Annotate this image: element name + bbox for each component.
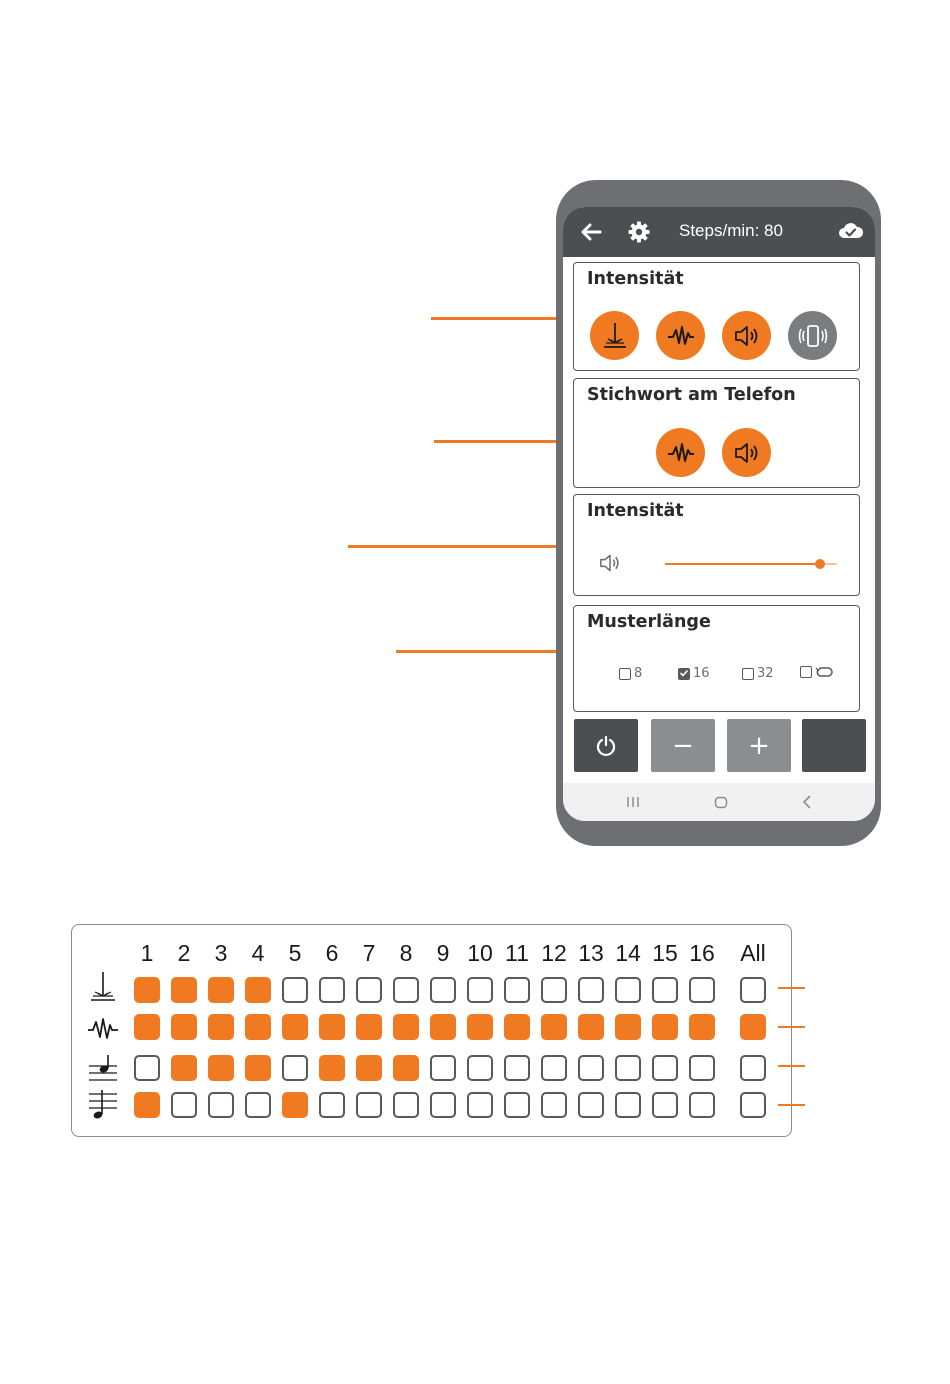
back-nav-icon[interactable]: [802, 795, 812, 809]
row-callout-line: [778, 987, 805, 989]
step-cell[interactable]: [615, 1092, 641, 1118]
column-label-1: 1: [140, 940, 154, 966]
column-label-8: 8: [399, 940, 413, 966]
step-cell[interactable]: [245, 977, 271, 1003]
step-cell[interactable]: [689, 1092, 715, 1118]
column-label-12: 12: [541, 940, 567, 966]
step-cell[interactable]: [393, 1014, 419, 1040]
volume-slider-fill: [665, 563, 820, 565]
step-cell[interactable]: [504, 1092, 530, 1118]
intensity-card: [573, 262, 860, 371]
step-cell[interactable]: [504, 977, 530, 1003]
step-cell[interactable]: [393, 1055, 419, 1081]
phone-cue-card: [573, 378, 860, 488]
step-cell[interactable]: [467, 977, 493, 1003]
volume-card-title: Intensität: [587, 501, 684, 521]
haptic-strike-button[interactable]: [590, 311, 639, 360]
step-cell[interactable]: [689, 1055, 715, 1081]
column-label-10: 10: [467, 940, 493, 966]
minus-button[interactable]: [651, 719, 715, 772]
step-cell[interactable]: [208, 977, 234, 1003]
step-cell[interactable]: [615, 1014, 641, 1040]
pattern-length-option-32[interactable]: [742, 666, 774, 681]
step-cell[interactable]: [282, 1092, 308, 1118]
step-cell[interactable]: [578, 1014, 604, 1040]
speaker-icon: [733, 441, 761, 465]
step-cell[interactable]: [430, 1092, 456, 1118]
callout-line-volume: [348, 545, 588, 548]
low-note-icon: [87, 1088, 119, 1122]
checkbox[interactable]: [742, 668, 754, 680]
column-label-14: 14: [615, 940, 641, 966]
android-navbar: [563, 783, 875, 821]
gear-icon[interactable]: [627, 220, 651, 248]
column-label-all: All: [740, 940, 766, 966]
option-label: 16: [693, 666, 710, 681]
column-label-9: 9: [436, 940, 450, 966]
step-cell[interactable]: [541, 1055, 567, 1081]
step-cell[interactable]: [319, 1055, 345, 1081]
step-cell[interactable]: [504, 1014, 530, 1040]
pattern-length-card: [573, 605, 860, 712]
vibration-wave-icon: [666, 324, 696, 348]
column-label-11: 11: [505, 940, 529, 966]
recent-apps-icon[interactable]: [626, 796, 640, 808]
haptic-strike-icon: [601, 321, 629, 351]
haptic-strike-icon: [87, 970, 119, 1004]
step-cell[interactable]: [652, 1092, 678, 1118]
step-cell[interactable]: [134, 1092, 160, 1118]
column-label-4: 4: [251, 940, 265, 966]
step-cell[interactable]: [541, 1092, 567, 1118]
phone-screen: [563, 207, 875, 821]
pattern-length-card-title: Musterlänge: [587, 612, 711, 632]
loop-icon: [815, 666, 833, 678]
step-cell[interactable]: [652, 1055, 678, 1081]
step-cell[interactable]: [356, 1092, 382, 1118]
all-toggle-cell[interactable]: [740, 977, 766, 1003]
step-cell[interactable]: [356, 1014, 382, 1040]
step-cell[interactable]: [652, 1014, 678, 1040]
step-cell[interactable]: [319, 1092, 345, 1118]
step-cell[interactable]: [430, 1055, 456, 1081]
check-icon: [678, 667, 690, 679]
step-cell[interactable]: [356, 1055, 382, 1081]
all-toggle-cell[interactable]: [740, 1092, 766, 1118]
checkbox[interactable]: [619, 668, 631, 680]
column-label-6: 6: [325, 940, 339, 966]
column-label-16: 16: [689, 940, 715, 966]
intensity-card-title: Intensität: [587, 269, 684, 289]
step-cell[interactable]: [282, 1055, 308, 1081]
step-cell[interactable]: [171, 1055, 197, 1081]
plus-label: +: [748, 730, 770, 761]
phone-vibrate-icon: [798, 323, 828, 349]
step-cell[interactable]: [245, 1014, 271, 1040]
step-cell[interactable]: [467, 1055, 493, 1081]
column-label-13: 13: [578, 940, 604, 966]
app-topbar: [563, 207, 875, 257]
speaker-icon: [598, 553, 622, 577]
step-cell[interactable]: [282, 977, 308, 1003]
high-note-icon: [87, 1052, 119, 1086]
blank-button[interactable]: [802, 719, 866, 772]
arrow-left-icon[interactable]: [579, 220, 603, 248]
step-cell[interactable]: [578, 977, 604, 1003]
step-cell[interactable]: [208, 1092, 234, 1118]
column-label-2: 2: [177, 940, 191, 966]
pattern-length-option-loop[interactable]: [800, 666, 833, 678]
step-cell[interactable]: [356, 977, 382, 1003]
step-cell[interactable]: [541, 977, 567, 1003]
step-cell[interactable]: [208, 1014, 234, 1040]
step-cell[interactable]: [245, 1092, 271, 1118]
home-icon[interactable]: [714, 796, 728, 809]
step-cell[interactable]: [430, 977, 456, 1003]
step-cell[interactable]: [393, 977, 419, 1003]
plus-button[interactable]: [727, 719, 791, 772]
volume-slider[interactable]: [665, 558, 837, 570]
row-callout-line: [778, 1065, 805, 1067]
step-cell[interactable]: [319, 1014, 345, 1040]
step-cell[interactable]: [319, 977, 345, 1003]
volume-card: [573, 494, 860, 596]
column-label-3: 3: [214, 940, 228, 966]
step-cell[interactable]: [171, 1014, 197, 1040]
step-cell[interactable]: [467, 1014, 493, 1040]
minus-label: −: [672, 730, 694, 761]
step-cell[interactable]: [393, 1092, 419, 1118]
pattern-length-option-8[interactable]: [619, 666, 642, 681]
volume-slider-knob[interactable]: [815, 559, 825, 569]
step-cell[interactable]: [134, 1014, 160, 1040]
column-label-5: 5: [288, 940, 302, 966]
row-callout-line: [778, 1026, 805, 1028]
step-cell[interactable]: [171, 1092, 197, 1118]
checkbox[interactable]: [800, 666, 812, 678]
vibration-wave-icon: [666, 441, 696, 465]
power-icon: [595, 735, 617, 757]
step-cell[interactable]: [504, 1055, 530, 1081]
step-cell[interactable]: [430, 1014, 456, 1040]
vibration-wave-icon: [87, 1016, 119, 1042]
cue-speaker-button[interactable]: [722, 428, 771, 477]
step-cell[interactable]: [652, 977, 678, 1003]
step-cell[interactable]: [615, 1055, 641, 1081]
step-cell[interactable]: [541, 1014, 567, 1040]
phone-vibrate-button[interactable]: [788, 311, 837, 360]
step-cell[interactable]: [245, 1055, 271, 1081]
speaker-icon: [733, 324, 761, 348]
step-cell[interactable]: [689, 977, 715, 1003]
step-cell[interactable]: [578, 1092, 604, 1118]
step-cell[interactable]: [578, 1055, 604, 1081]
cue-vibration-button[interactable]: [656, 428, 705, 477]
column-label-7: 7: [362, 940, 376, 966]
power-button[interactable]: [574, 719, 638, 772]
checkbox-checked[interactable]: [678, 668, 690, 680]
phone-cue-card-title: Stichwort am Telefon: [587, 385, 796, 405]
option-label: 32: [757, 666, 774, 681]
step-cell[interactable]: [208, 1055, 234, 1081]
row-callout-line: [778, 1104, 805, 1106]
step-cell[interactable]: [689, 1014, 715, 1040]
step-cell[interactable]: [171, 977, 197, 1003]
step-cell[interactable]: [134, 977, 160, 1003]
all-toggle-cell[interactable]: [740, 1014, 766, 1040]
step-cell[interactable]: [467, 1092, 493, 1118]
steps-per-minute: Steps/min: 80: [679, 221, 783, 240]
vibration-wave-button[interactable]: [656, 311, 705, 360]
step-cell[interactable]: [134, 1055, 160, 1081]
speaker-button[interactable]: [722, 311, 771, 360]
column-label-15: 15: [652, 940, 678, 966]
cloud-check-icon[interactable]: [838, 221, 864, 245]
pattern-length-option-16[interactable]: [678, 666, 710, 681]
all-toggle-cell[interactable]: [740, 1055, 766, 1081]
step-cell[interactable]: [615, 977, 641, 1003]
step-cell[interactable]: [282, 1014, 308, 1040]
option-label: 8: [634, 666, 643, 681]
